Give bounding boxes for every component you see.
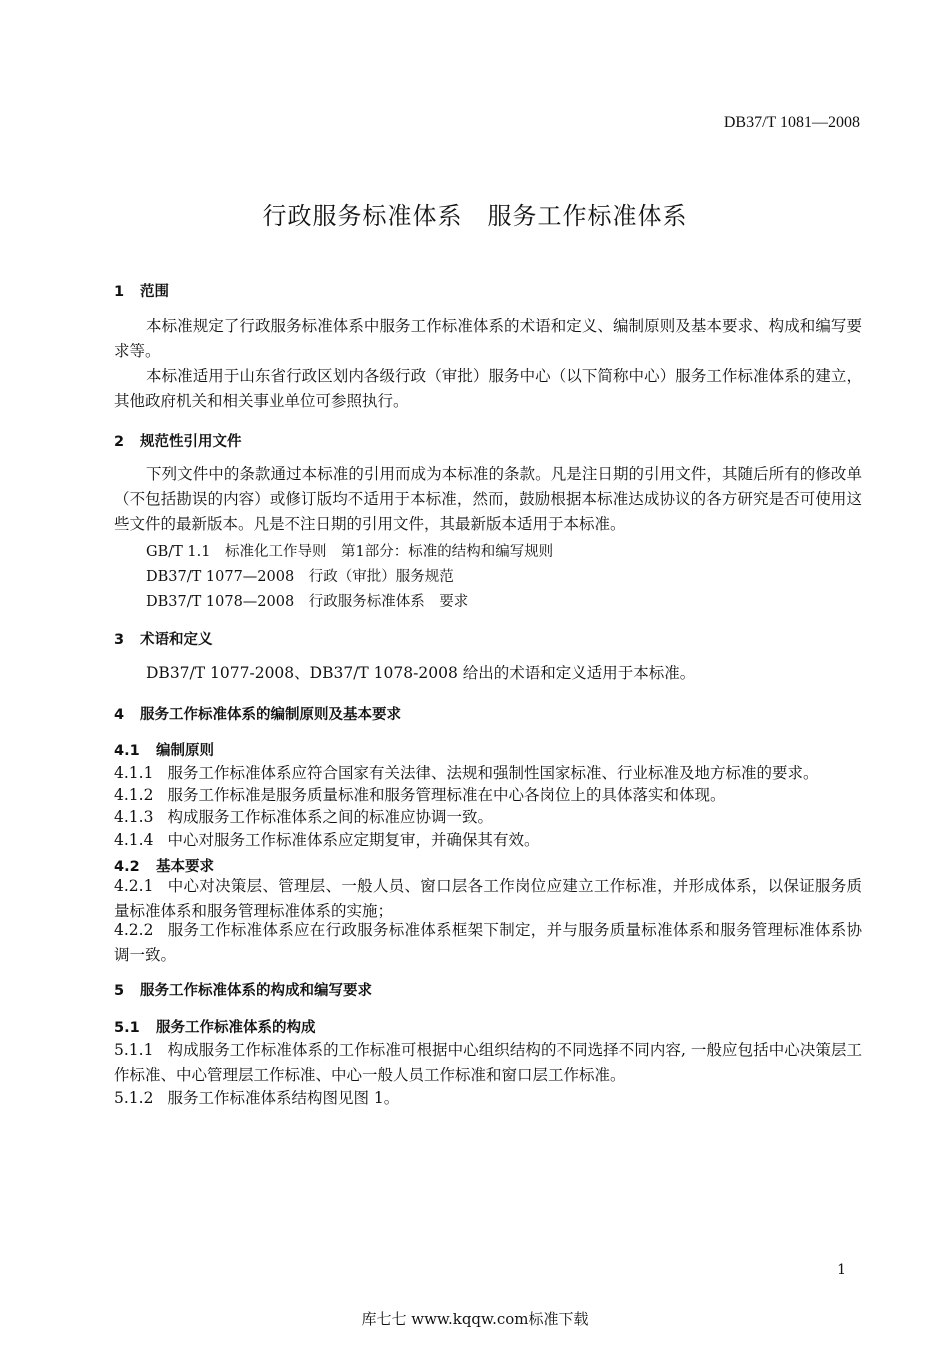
section-number: 5 (114, 983, 125, 999)
paragraph: 本标准适用于山东省行政区划内各级行政（审批）服务中心（以下简称中心）服务工作标准体系的建立，其他政府机关和相关事业单位可参照执行。 (114, 367, 862, 410)
section-4-heading (114, 703, 401, 724)
clause-text: 服务工作标准是服务质量标准和服务管理标准在中心各岗位上的具体落实和体现。 (167, 786, 726, 804)
section-3-heading (114, 628, 213, 649)
clause-text: 服务工作标准体系应在行政服务标准体系框架下制定，并与服务质量标准体系和服务管理标准体系协调一致。 (114, 921, 862, 964)
paragraph: DB37/T 1077-2008、DB37/T 1078-2008 给出的术语和定义适用于本标准。 (146, 664, 696, 682)
section-title: 规范性引用文件 (140, 434, 242, 450)
clause (114, 805, 862, 830)
section-1-heading (114, 280, 169, 301)
clause (114, 918, 862, 968)
clause-number: 4.2.1 (114, 877, 154, 895)
paragraph: 下列文件中的条款通过本标准的引用而成为本标准的条款。凡是注日期的引用文件，其随后所有的修改单（不包括勘误的内容）或修订版均不适用于本标准，然而，鼓励根据本标准达成协议的各方研究是否可使用这些文件的最新版本。凡是不注日期的引用文件，其最新版本适用于本标准。 (114, 465, 862, 533)
section-title: 服务工作标准体系的编制原则及基本要求 (140, 707, 401, 723)
standard-code: DB37/T 1081—2008 (723, 114, 860, 131)
clause-text: 中心对服务工作标准体系应定期复审，并确保其有效。 (167, 831, 540, 849)
subsection-title: 服务工作标准体系的构成 (156, 1020, 316, 1036)
clause-number: 4.1.4 (114, 831, 154, 849)
clause-number: 4.1.3 (114, 808, 154, 826)
section-5-heading (114, 979, 372, 1000)
section-2-heading (114, 430, 242, 451)
clause-text: 服务工作标准体系应符合国家有关法律、法规和强制性国家标准、行业标准及地方标准的要求。 (167, 764, 819, 782)
section-title: 范围 (140, 284, 169, 300)
section-title: 术语和定义 (140, 632, 213, 648)
subsection-title: 编制原则 (156, 743, 214, 759)
clause-text: 构成服务工作标准体系的工作标准可根据中心组织结构的不同选择不同内容, 一般应包括中心决策层工作标准、中心管理层工作标准、中心一般人员工作标准和窗口层工作标准。 (114, 1041, 862, 1084)
subsection-number: 4.1 (114, 743, 140, 759)
document-title: 行政服务标准体系 服务工作标准体系 (262, 202, 688, 230)
clause-text: 服务工作标准体系结构图见图 1。 (167, 1089, 400, 1107)
subsection-number: 4.2 (114, 859, 140, 875)
subsection-4-1-heading (114, 739, 214, 760)
normative-reference: DB37/T 1078—2008 行政服务标准体系 要求 (146, 594, 469, 610)
clause-text: 中心对决策层、管理层、一般人员、窗口层各工作岗位应建立工作标准，并形成体系，以保证服务质量标准体系和服务管理标准体系的实施； (114, 877, 862, 920)
section-title: 服务工作标准体系的构成和编写要求 (140, 983, 372, 999)
page-number: 1 (837, 1262, 846, 1278)
clause-number: 4.2.2 (114, 921, 154, 939)
normative-reference: GB/T 1.1 标准化工作导则 第1部分：标准的结构和编写规则 (146, 544, 554, 560)
clause-number: 5.1.1 (114, 1041, 154, 1059)
clause (114, 1086, 862, 1111)
section-number: 1 (114, 284, 125, 300)
paragraph: 本标准规定了行政服务标准体系中服务工作标准体系的术语和定义、编制原则及基本要求、构成和编写要求等。 (114, 317, 862, 360)
clause (114, 1038, 862, 1088)
subsection-4-2-heading (114, 855, 214, 876)
clause-number: 4.1.2 (114, 786, 154, 804)
normative-reference: DB37/T 1077—2008 行政（审批）服务规范 (146, 569, 454, 585)
subsection-5-1-heading (114, 1016, 316, 1037)
clause (114, 828, 862, 853)
footer-watermark[interactable]: 库七七 www.kqqw.com标准下载 (361, 1310, 589, 1328)
section-number: 2 (114, 434, 125, 450)
clause (114, 874, 862, 924)
subsection-title: 基本要求 (156, 859, 214, 875)
clause-text: 构成服务工作标准体系之间的标准应协调一致。 (167, 808, 493, 826)
section-number: 4 (114, 707, 125, 723)
clause-number: 5.1.2 (114, 1089, 154, 1107)
subsection-number: 5.1 (114, 1020, 140, 1036)
clause-number: 4.1.1 (114, 764, 154, 782)
section-number: 3 (114, 632, 125, 648)
